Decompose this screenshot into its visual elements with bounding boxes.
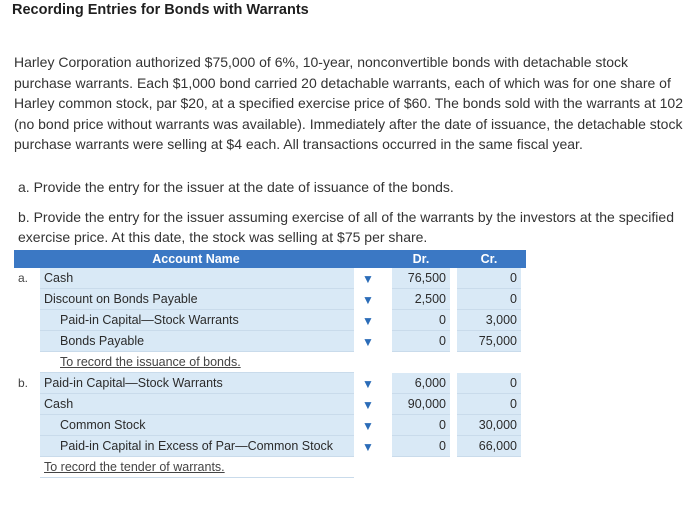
table-row xyxy=(14,394,526,415)
account-name-cell[interactable]: Discount on Bonds Payable xyxy=(40,289,354,310)
chevron-down-icon[interactable]: ▼ xyxy=(362,419,374,433)
table-row xyxy=(14,289,526,310)
part-b-instruction: b. Provide the entry for the issuer assuming exercise of all of the warrants by the investors at the specified exercise price. At this date, the stock was selling at $75 per share. xyxy=(18,209,674,245)
table-row xyxy=(14,352,526,373)
chevron-down-icon[interactable]: ▼ xyxy=(362,272,374,286)
debit-input[interactable]: 6,000 xyxy=(392,373,450,394)
debit-input[interactable]: 0 xyxy=(392,310,450,331)
header-debit: Dr. xyxy=(412,252,430,266)
credit-input[interactable]: 66,000 xyxy=(457,436,521,457)
header-credit: Cr. xyxy=(480,252,498,266)
table-row xyxy=(14,415,526,436)
part-a-instruction: a. Provide the entry for the issuer at the date of issuance of the bonds. xyxy=(18,179,454,195)
credit-input[interactable]: 3,000 xyxy=(457,310,521,331)
debit-input[interactable]: 0 xyxy=(392,331,450,352)
chevron-down-icon[interactable]: ▼ xyxy=(362,314,374,328)
debit-input[interactable]: 0 xyxy=(392,436,450,457)
account-name-cell[interactable]: Paid-in Capital in Excess of Par—Common Stock xyxy=(40,436,354,457)
journal-entry-table xyxy=(14,250,526,478)
debit-input[interactable]: 90,000 xyxy=(392,394,450,415)
problem-text: Harley Corporation authorized $75,000 of 6%, 10-year, nonconvertible bonds with detachable stock purchase warrants. Each $1,000 bond carried 20 detachable warrants, each of which was for one share of Harley common stock, par $20, at a specified exercise price of $60. The bonds sold with the warrants at 102 (no bond price without warrants was available). Immediately after the date of issuance, the detachable stock purchase warrants were selling at $4 each. All transactions occurred in the same fiscal year. xyxy=(14,54,683,152)
table-row xyxy=(14,331,526,352)
account-name-cell[interactable]: Paid-in Capital—Stock Warrants xyxy=(40,310,354,331)
page-title: Recording Entries for Bonds with Warrants xyxy=(12,2,309,18)
table-row xyxy=(14,310,526,331)
table-row xyxy=(14,373,526,394)
account-name-cell[interactable]: Cash xyxy=(40,268,354,289)
credit-input[interactable]: 0 xyxy=(457,373,521,394)
account-name-cell[interactable]: Bonds Payable xyxy=(40,331,354,352)
entry-memo: To record the issuance of bonds. xyxy=(40,352,354,373)
table-row xyxy=(14,436,526,457)
entry-memo: To record the tender of warrants. xyxy=(40,457,354,478)
chevron-down-icon[interactable]: ▼ xyxy=(362,293,374,307)
header-account-name: Account Name xyxy=(152,252,240,266)
debit-input[interactable]: 2,500 xyxy=(392,289,450,310)
debit-input[interactable]: 76,500 xyxy=(392,268,450,289)
debit-input[interactable]: 0 xyxy=(392,415,450,436)
account-name-cell[interactable]: Paid-in Capital—Stock Warrants xyxy=(40,373,354,394)
credit-input[interactable]: 30,000 xyxy=(457,415,521,436)
credit-input[interactable]: 75,000 xyxy=(457,331,521,352)
entry-label-b: b. xyxy=(18,376,29,390)
account-name-cell[interactable]: Cash xyxy=(40,394,354,415)
credit-input[interactable]: 0 xyxy=(457,289,521,310)
chevron-down-icon[interactable]: ▼ xyxy=(362,377,374,391)
chevron-down-icon[interactable]: ▼ xyxy=(362,335,374,349)
account-name-cell[interactable]: Common Stock xyxy=(40,415,354,436)
table-header xyxy=(14,250,526,268)
chevron-down-icon[interactable]: ▼ xyxy=(362,398,374,412)
table-row xyxy=(14,457,526,478)
chevron-down-icon[interactable]: ▼ xyxy=(362,440,374,454)
table-row xyxy=(14,268,526,289)
credit-input[interactable]: 0 xyxy=(457,394,521,415)
entry-label-a: a. xyxy=(18,271,29,285)
credit-input[interactable]: 0 xyxy=(457,268,521,289)
